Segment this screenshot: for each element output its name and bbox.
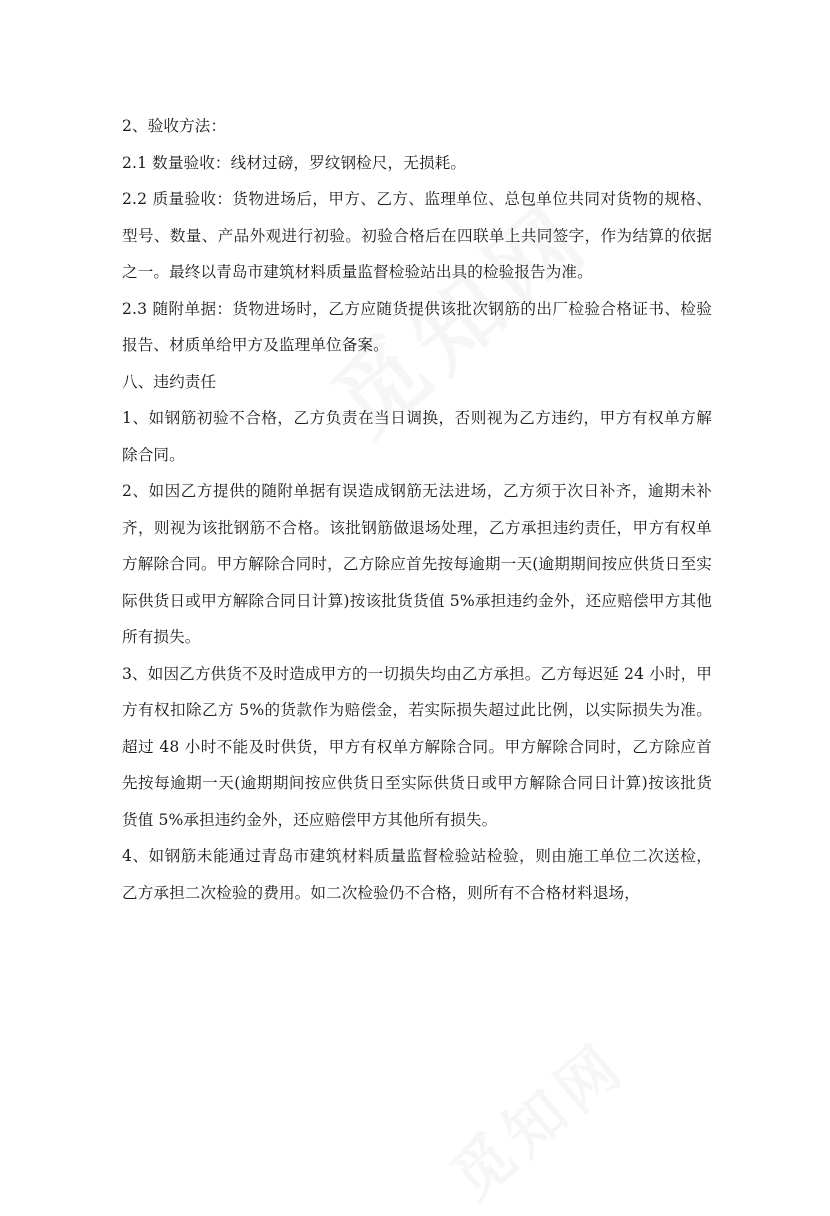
paragraph-quantity-acceptance: 2.1 数量验收：线材过磅，罗纹钢检尺，无损耗。	[122, 153, 467, 172]
section-heading-acceptance-method: 2、验收方法：	[122, 117, 227, 135]
paragraph-breach-clause-4: 4、如钢筋未能通过青岛市建筑材料质量监督检验站检验，则由施工单位二次送检，乙方承担二次检验的费用。如二次检验仍不合格，则所有不合格材料退场，	[122, 847, 712, 902]
section-heading-breach-liability: 八、违约责任	[122, 372, 217, 391]
paragraph-breach-clause-3: 3、如因乙方供货不及时造成甲方的一切损失均由乙方承担。乙方每迟延 24 小时，甲方有权扣除乙方 5%的货款作为赔偿金，若实际损失超过此比例，以实际损失为准。超过 48 小时不能及时供货，甲方有权单方解除合同。甲方解除合同时，乙方除应首先按每逾期一天(逾期期间按应供货日至实际供货日或甲方解除合同日计算)按该批货货值 5%承担违约金外，还应赔偿甲方其他所有损失。	[122, 664, 712, 829]
watermark-bottom	[430, 1019, 642, 1216]
document-body	[122, 108, 712, 911]
paragraph-quality-acceptance: 2.2 质量验收：货物进场后，甲方、乙方、监理单位、总包单位共同对货物的规格、型号、数量、产品外观进行初验。初验合格后在四联单上共同签字，作为结算的依据之一。最终以青岛市建筑材料质量监督检验站出具的检验报告为准。	[122, 190, 712, 281]
paragraph-breach-clause-1: 1、如钢筋初验不合格，乙方负责在当日调换，否则视为乙方违约，甲方有权单方解除合同。	[122, 409, 712, 464]
paragraph-breach-clause-2: 2、如因乙方提供的随附单据有误造成钢筋无法进场，乙方须于次日补齐，逾期未补齐，则视为该批钢筋不合格。该批钢筋做退场处理，乙方承担违约责任，甲方有权单方解除合同。甲方解除合同时，乙方除应首先按每逾期一天(逾期期间按应供货日至实际供货日或甲方解除合同日计算)按该批货货值 5%承担违约金外，还应赔偿甲方其他所有损失。	[122, 482, 712, 646]
paragraph-accompanying-documents: 2.3 随附单据：货物进场时，乙方应随货提供该批次钢筋的出厂检验合格证书、检验报告、材质单给甲方及监理单位备案。	[122, 299, 712, 354]
